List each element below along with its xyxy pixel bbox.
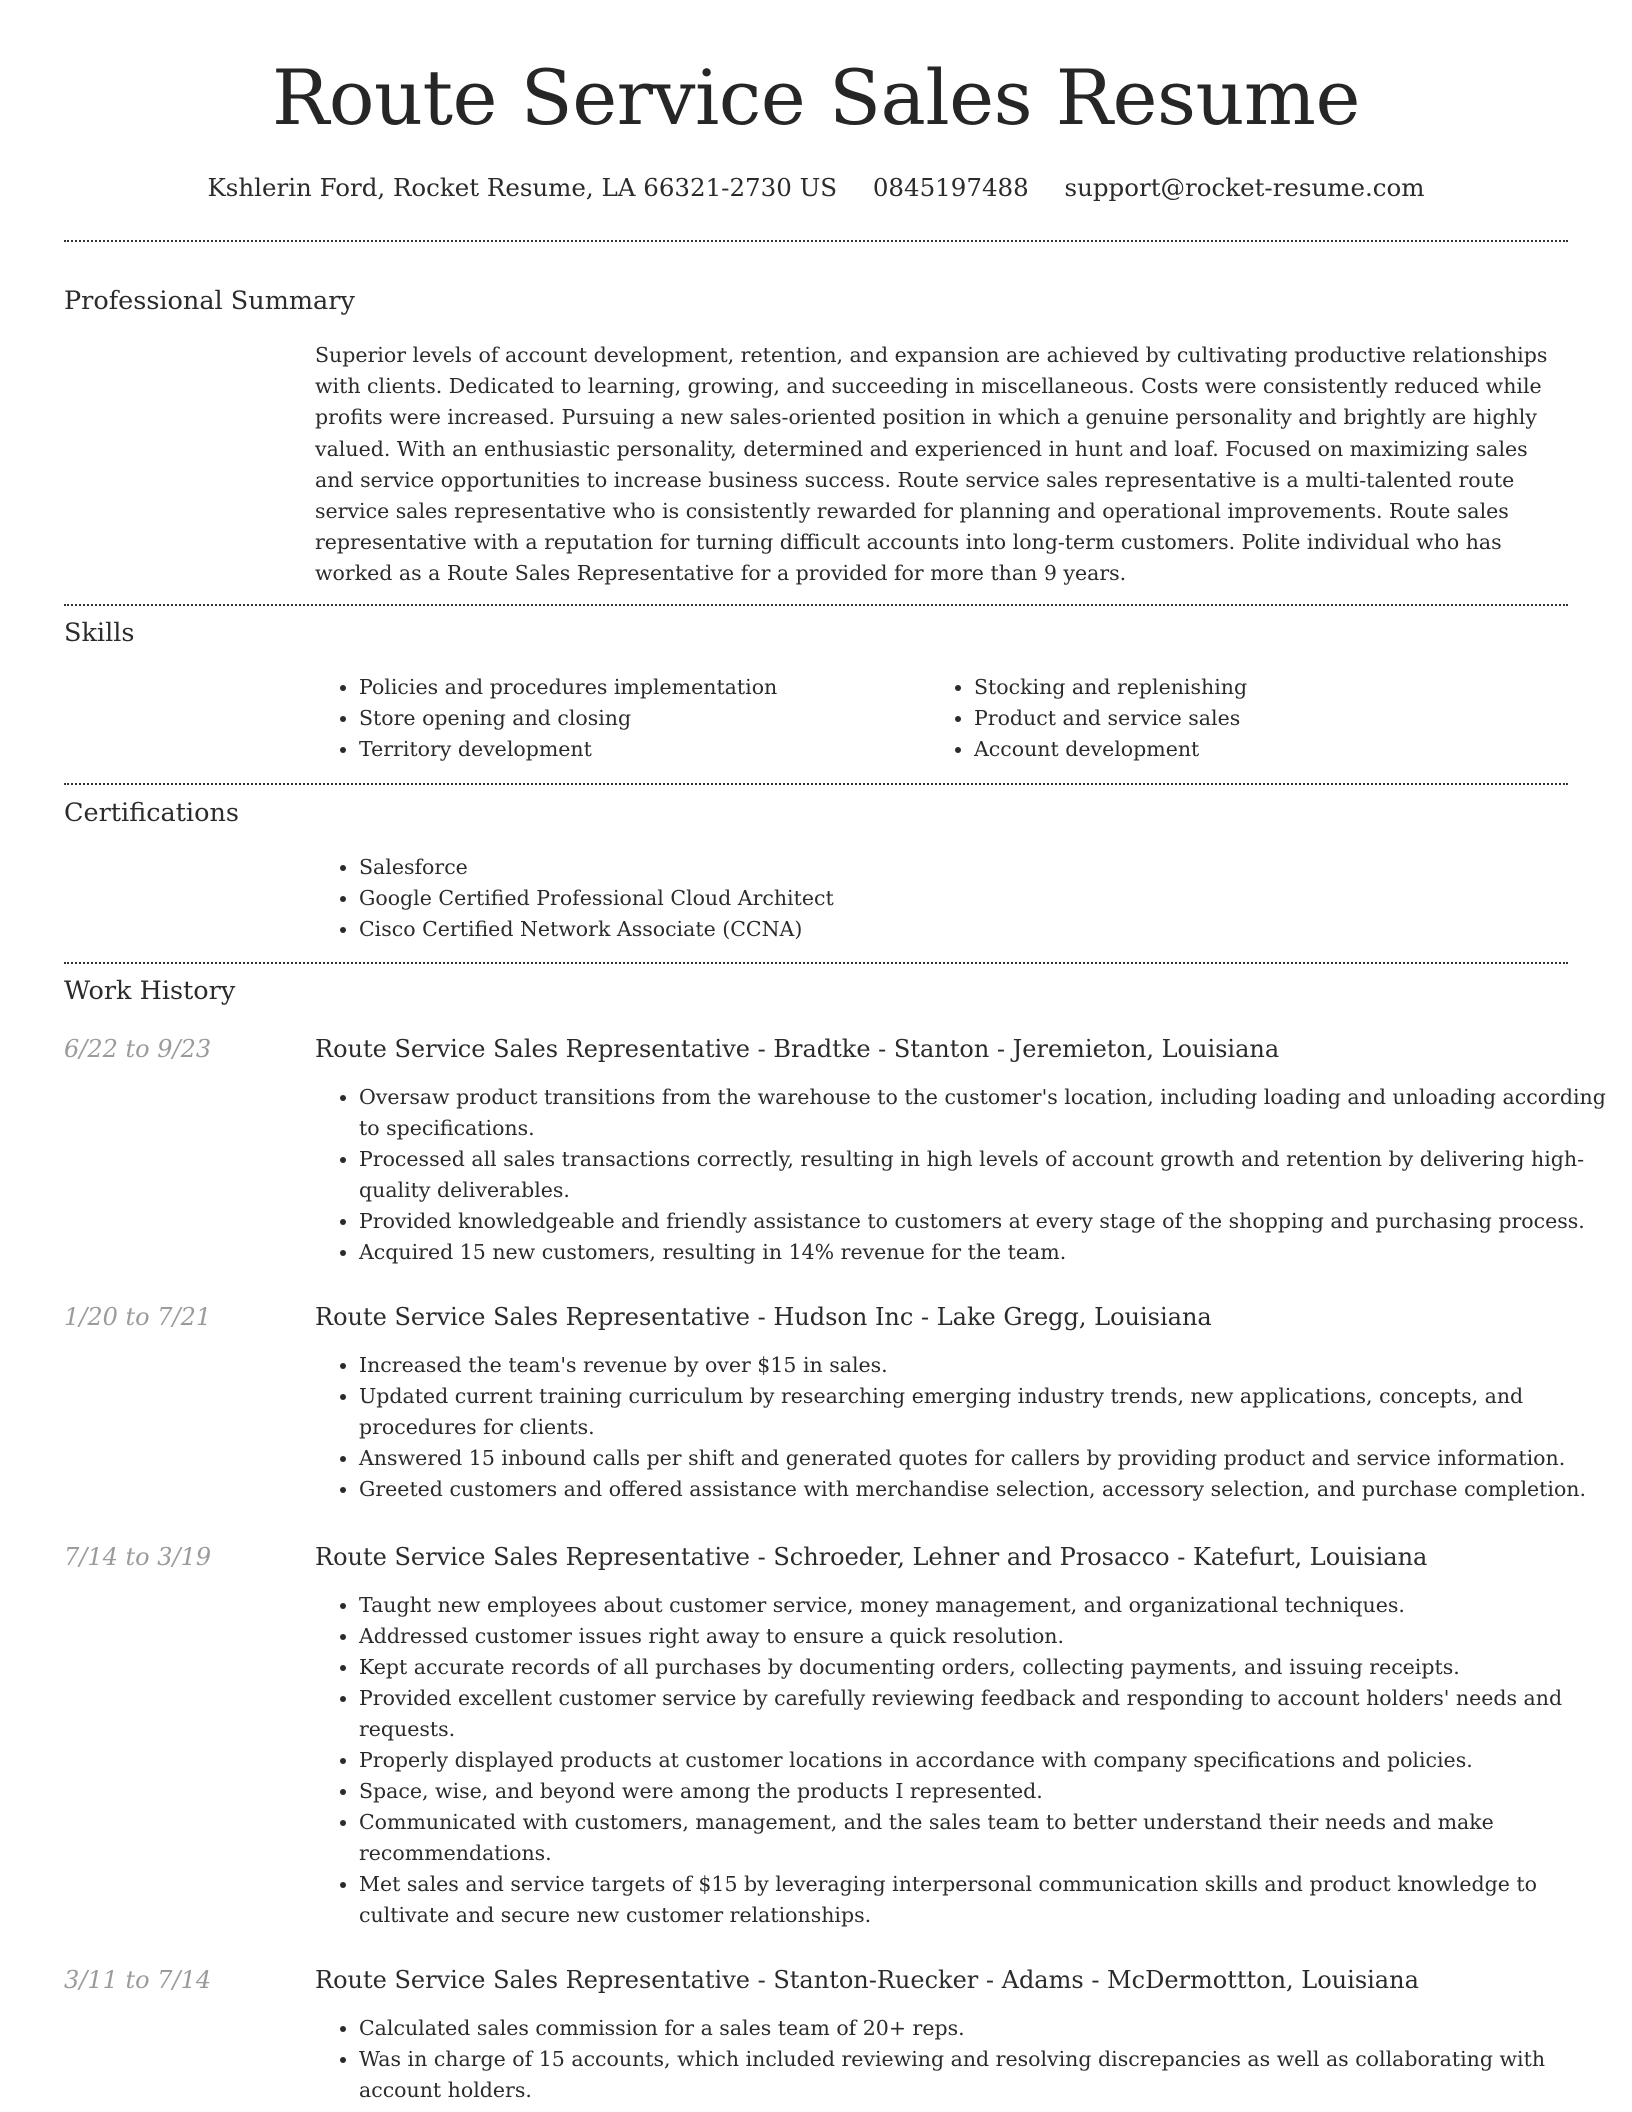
work-history-heading: Work History — [64, 976, 236, 1006]
contact-line — [0, 170, 1632, 206]
skills-heading: Skills — [64, 618, 135, 648]
skills-list-left — [315, 672, 919, 765]
job-dates: 7/14 to 3/19 — [64, 1543, 212, 1571]
certification-item: • Google Certified Professional Cloud Architect — [359, 883, 1559, 914]
skill-item: • Store opening and closing — [359, 703, 919, 734]
section-divider — [64, 240, 1568, 242]
skills-list-right — [930, 672, 1574, 765]
job-bullets — [315, 1350, 1609, 1505]
job-bullet: • Communicated with customers, management, and the sales team to better understand their needs and make recommendations. — [359, 1807, 1609, 1869]
section-divider — [64, 604, 1568, 606]
job-bullets — [315, 1082, 1609, 1268]
skill-item: • Territory development — [359, 734, 919, 765]
resume-title: Route Service Sales Resume — [272, 53, 1360, 142]
job-bullet: • Updated current training curriculum by researching emerging industry trends, new applications, concepts, and procedures for clients. — [359, 1381, 1609, 1443]
skill-item: • Stocking and replenishing — [974, 672, 1574, 703]
job-dates: 6/22 to 9/23 — [64, 1035, 212, 1063]
section-divider — [64, 783, 1568, 785]
job-bullets — [315, 1590, 1609, 1931]
job-bullet: • Calculated sales commission for a sales team of 20+ reps. — [359, 2013, 1609, 2044]
job-bullet: • Provided excellent customer service by carefully reviewing feedback and responding to account holders' needs and requests. — [359, 1683, 1609, 1745]
job-bullet: • Kept accurate records of all purchases by documenting orders, collecting payments, and issuing receipts. — [359, 1652, 1609, 1683]
job-title: Route Service Sales Representative - Bradtke - Stanton - Jeremieton, Louisiana — [315, 1035, 1280, 1063]
certification-item: • Cisco Certified Network Associate (CCNA) — [359, 914, 1559, 945]
job-title: Route Service Sales Representative - Stanton-Ruecker - Adams - McDermottton, Louisiana — [315, 1966, 1419, 1994]
certifications-list — [315, 852, 1559, 945]
job-bullet: • Met sales and service targets of $15 by leveraging interpersonal communication skills and product knowledge to cultivate and secure new customer relationships. — [359, 1869, 1609, 1931]
job-bullet: • Taught new employees about customer service, money management, and organizational techniques. — [359, 1590, 1609, 1621]
summary-heading: Professional Summary — [64, 286, 355, 316]
job-dates: 3/11 to 7/14 — [64, 1966, 212, 1994]
certification-item: • Salesforce — [359, 852, 1559, 883]
certifications-heading: Certifications — [64, 798, 239, 828]
job-bullet: • Provided knowledgeable and friendly assistance to customers at every stage of the shopping and purchasing process. — [359, 1206, 1609, 1237]
job-bullet: • Greeted customers and offered assistance with merchandise selection, accessory selection, and purchase completion. — [359, 1474, 1609, 1505]
job-bullet: • Was in charge of 15 accounts, which included reviewing and resolving discrepancies as well as collaborating with account holders. — [359, 2044, 1609, 2106]
job-bullet: • Acquired 15 new customers, resulting in 14% revenue for the team. — [359, 1237, 1609, 1268]
skill-item: • Policies and procedures implementation — [359, 672, 919, 703]
job-bullet: • Increased the team's revenue by over $15 in sales. — [359, 1350, 1609, 1381]
job-bullet: • Processed all sales transactions correctly, resulting in high levels of account growth and retention by delivering high-quality deliverables. — [359, 1144, 1609, 1206]
contact-email: support@rocket-resume.com — [1064, 173, 1425, 202]
skill-item: • Account development — [974, 734, 1574, 765]
job-bullet: • Addressed customer issues right away to ensure a quick resolution. — [359, 1621, 1609, 1652]
contact-address: Kshlerin Ford, Rocket Resume, LA 66321-2730 US — [207, 173, 838, 202]
job-bullet: • Oversaw product transitions from the warehouse to the customer's location, including loading and unloading according to specifications. — [359, 1082, 1609, 1144]
contact-phone: 0845197488 — [872, 173, 1029, 202]
job-title: Route Service Sales Representative - Schroeder, Lehner and Prosacco - Katefurt, Louisiana — [315, 1543, 1428, 1571]
job-bullet: • Answered 15 inbound calls per shift and generated quotes for callers by providing product and service information. — [359, 1443, 1609, 1474]
job-bullet: • Properly displayed products at customer locations in accordance with company specifications and policies. — [359, 1745, 1609, 1776]
job-bullet: • Space, wise, and beyond were among the products I represented. — [359, 1776, 1609, 1807]
job-bullets — [315, 2013, 1609, 2106]
job-dates: 1/20 to 7/21 — [64, 1303, 212, 1331]
section-divider — [64, 962, 1568, 964]
summary-text: Superior levels of account development, retention, and expansion are achieved by cultivating productive relationships with clients. Dedicated to learning, growing, and succeeding in miscellaneous. Costs were consistently reduced while profits were increased. Pursuing a new sales-oriented position in which a genuine personality and brightly are highly valued. With an enthusiastic personality, determined and experienced in hunt and loaf. Focused on maximizing sales and service opportunities to increase business success. Route service sales representative is a multi-talented route service sales representative who is consistently rewarded for planning and operational improvements. Route sales representative with a reputation for turning difficult accounts into long-term customers. Polite individual who has worked as a Route Sales Representative for a provided for more than 9 years. — [315, 343, 1548, 586]
job-title: Route Service Sales Representative - Hudson Inc - Lake Gregg, Louisiana — [315, 1303, 1212, 1331]
skill-item: • Product and service sales — [974, 703, 1574, 734]
